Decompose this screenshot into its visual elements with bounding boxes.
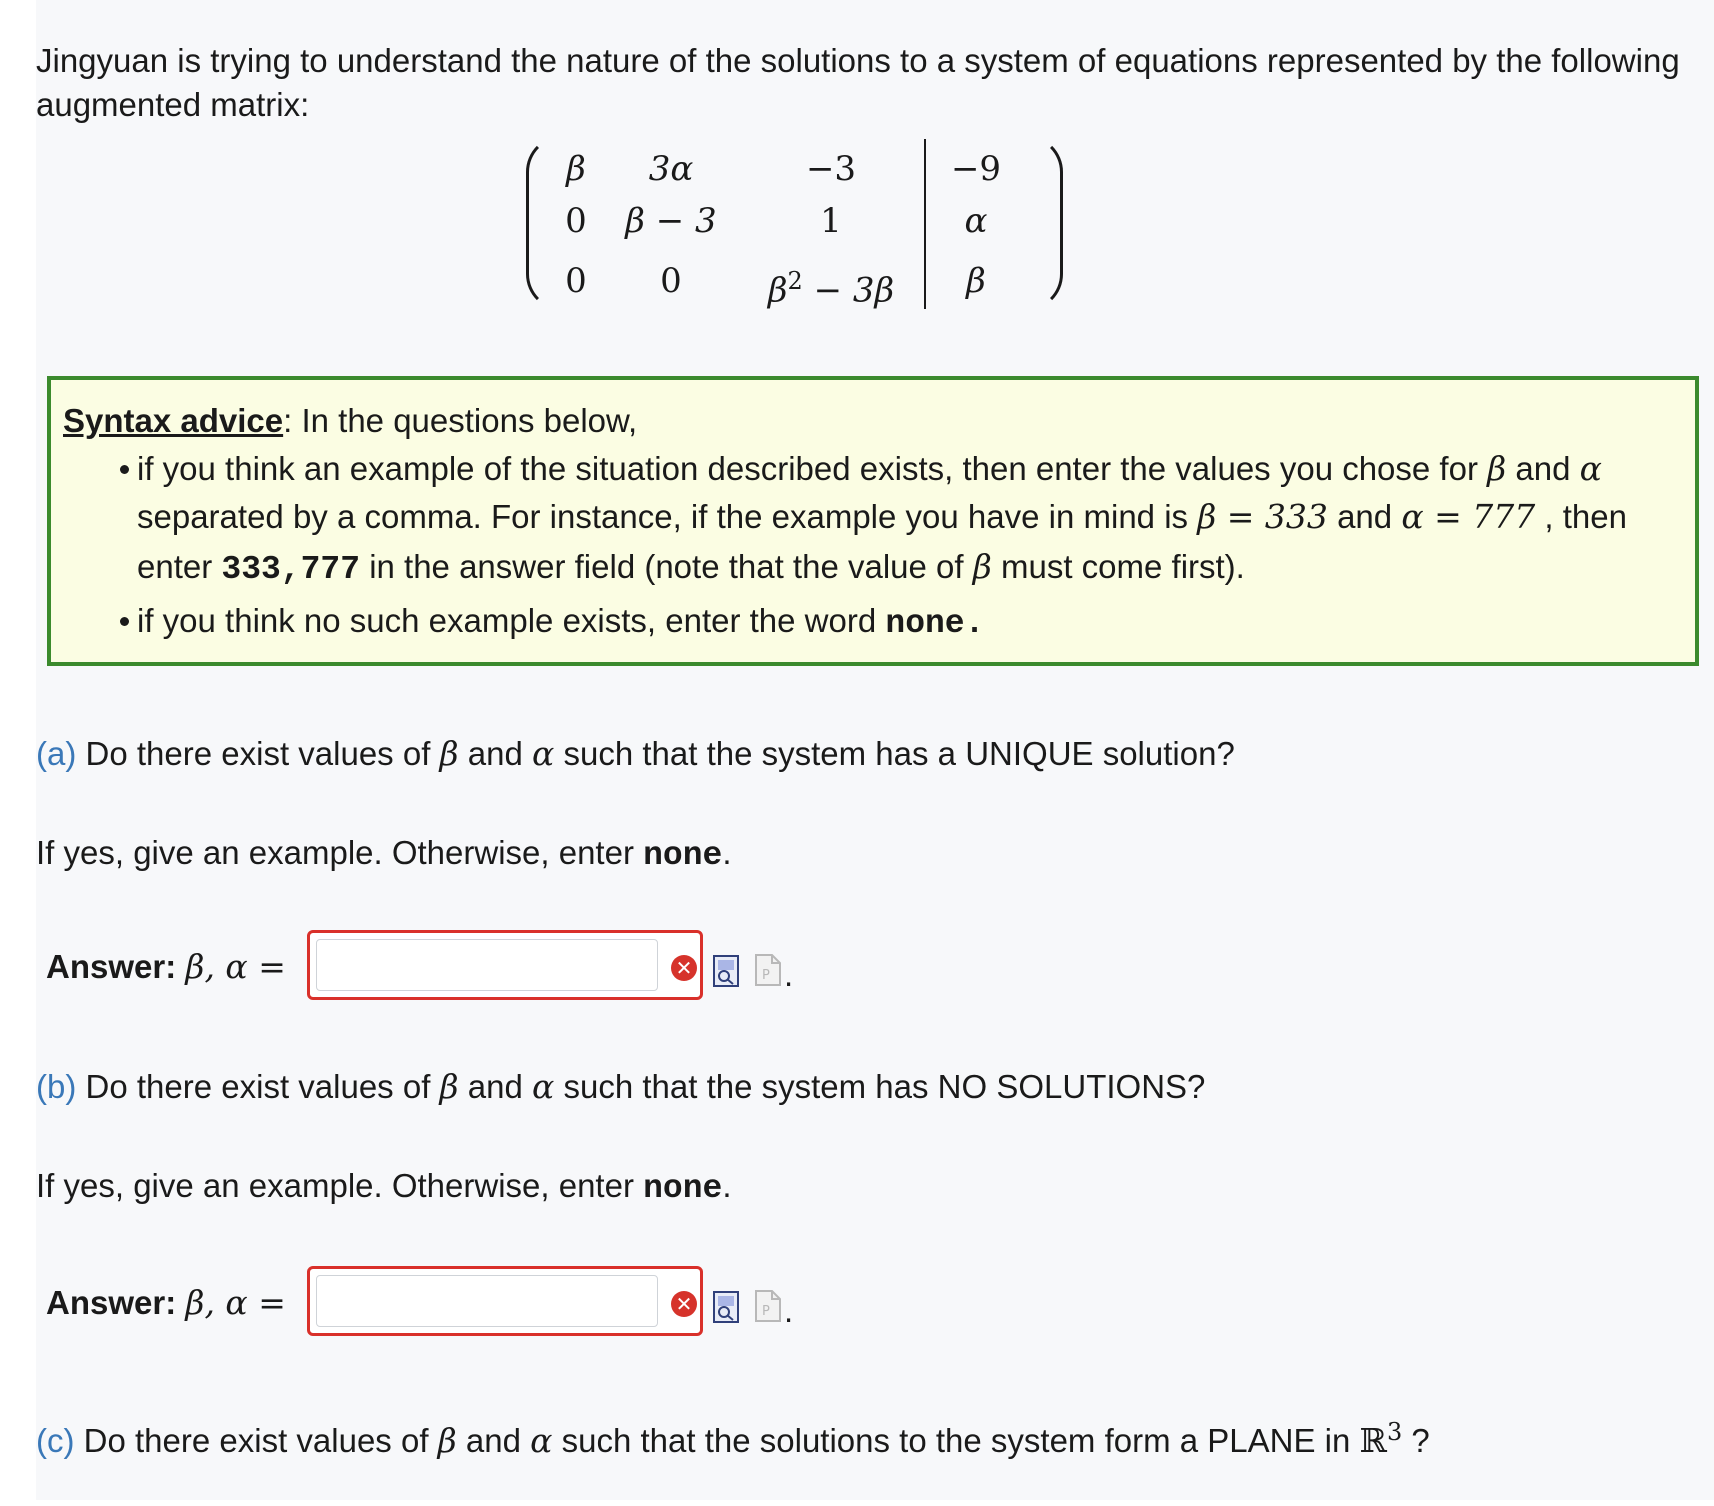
advice-heading-line bbox=[63, 398, 637, 444]
bullet-dot bbox=[120, 465, 129, 474]
answer-b-field-wrapper bbox=[307, 1266, 703, 1336]
question-b-followup: If yes, give an example. Otherwise, enter none. bbox=[36, 1167, 732, 1207]
matrix-cell: β bbox=[966, 261, 986, 301]
answer-b-input[interactable] bbox=[316, 1275, 658, 1327]
advice-heading: Syntax advice bbox=[63, 402, 284, 439]
matrix-cell: 3α bbox=[648, 149, 694, 189]
advice-bullet-1-line-1: if you think an example of the situation described exists, then enter the values you chose for β and α bbox=[137, 449, 1602, 488]
augmented-matrix bbox=[526, 133, 1106, 313]
question-a: (a) Do there exist values of β and α such that the system has a UNIQUE solution? bbox=[36, 734, 1235, 773]
question-b: (b) Do there exist values of β and α such that the system has NO SOLUTIONS? bbox=[36, 1067, 1206, 1106]
matrix-cell: β bbox=[566, 149, 586, 189]
bullet-dot bbox=[120, 617, 129, 626]
matrix-cell: β − 3 bbox=[625, 201, 717, 241]
intro-line-2: augmented matrix: bbox=[36, 86, 310, 123]
preview-icon[interactable] bbox=[713, 1289, 741, 1323]
advice-bullet-1-line-2: separated by a comma. For instance, if the example you have in mind is β = 333 and α = 777 , then bbox=[137, 497, 1627, 536]
syntax-help-icon[interactable] bbox=[754, 953, 782, 987]
matrix-cell: 0 bbox=[660, 261, 682, 301]
syntax-advice-box bbox=[47, 376, 1699, 666]
matrix-cell: $\beta^2 - 3\beta$ bbox=[767, 267, 895, 311]
syntax-help-icon[interactable] bbox=[754, 1289, 782, 1323]
answer-a-label: Answer: β, α = bbox=[46, 947, 286, 986]
trailing-period: . bbox=[784, 956, 794, 993]
answer-a-field-wrapper bbox=[307, 930, 703, 1000]
preview-icon[interactable] bbox=[713, 953, 741, 987]
advice-bullet-1-line-3: enter 333,777 in the answer field (note that the value of β must come first). bbox=[137, 547, 1245, 588]
right-paren bbox=[1026, 135, 1063, 311]
advice-bullet-2: if you think no such example exists, enter the word none. bbox=[137, 602, 985, 642]
advice-intro: : In the questions below, bbox=[283, 402, 638, 439]
trailing-period: . bbox=[784, 1292, 794, 1329]
matrix-cell: 0 bbox=[565, 261, 587, 301]
question-a-followup: If yes, give an example. Otherwise, enter none. bbox=[36, 834, 732, 874]
answer-a-input[interactable] bbox=[316, 939, 658, 991]
page bbox=[36, 0, 1714, 1500]
intro-line-1: Jingyuan is trying to understand the nature of the solutions to a system of equations represented by the following bbox=[36, 42, 1680, 79]
error-icon: ✕ bbox=[671, 955, 697, 981]
matrix-cell: 0 bbox=[565, 201, 587, 241]
matrix-cell: −9 bbox=[950, 149, 1002, 189]
matrix-cell: −3 bbox=[805, 149, 857, 189]
answer-b-label: Answer: β, α = bbox=[46, 1283, 286, 1322]
error-icon: ✕ bbox=[671, 1291, 697, 1317]
matrix-cell: α bbox=[964, 201, 988, 241]
matrix-cell: 1 bbox=[820, 201, 842, 241]
svg-text:P: P bbox=[762, 968, 770, 983]
svg-text:P: P bbox=[762, 1304, 770, 1319]
question-c: (c) Do there exist values of β and α such that the solutions to the system form a PLANE in ℝ$^3$ ? bbox=[36, 1418, 1430, 1460]
